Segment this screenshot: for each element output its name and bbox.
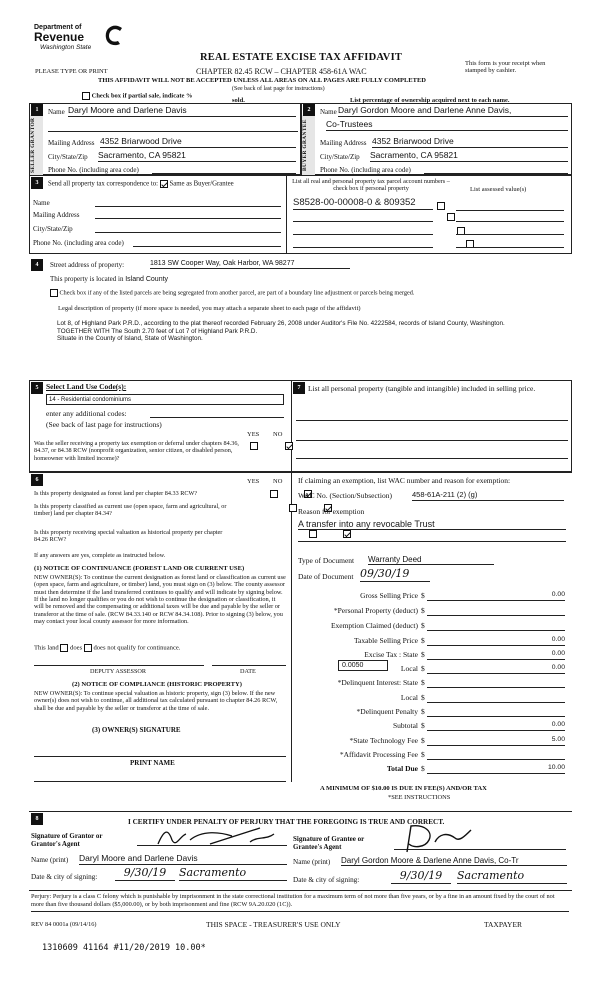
assessed-line-3	[456, 234, 564, 235]
receipt-note	[465, 60, 565, 75]
grantee-name-label: Name (print)	[293, 858, 331, 866]
same-as-buyer-label: Same as Buyer/Grantee	[169, 180, 234, 188]
dollar-sign: $	[421, 678, 425, 687]
amount-row	[296, 765, 568, 777]
ownership-pct-note: List percentage of ownership acquired next to each name.	[350, 97, 510, 104]
section-8-number: 8	[31, 813, 43, 825]
seller-name-field[interactable]	[48, 105, 298, 116]
dollar-sign: $	[421, 707, 425, 716]
grantee-date-field[interactable]	[293, 869, 569, 884]
section-2-number: 2	[303, 104, 315, 116]
sec6-no-header: NO	[273, 478, 283, 485]
section-7-number: 7	[293, 382, 305, 394]
personal-line-2	[296, 440, 568, 441]
amount-row	[296, 607, 568, 619]
logo-dept-line1: Department of	[34, 24, 82, 31]
this-land-label: This land	[34, 644, 59, 652]
amount-label: Gross Selling Price	[360, 591, 418, 600]
form-title: REAL ESTATE EXCISE TAX AFFIDAVIT	[200, 52, 403, 63]
buyer-city-field[interactable]	[320, 150, 570, 161]
assessed-line-2	[456, 221, 564, 222]
corr-phone-value	[133, 238, 281, 247]
section-1-number: 1	[31, 104, 43, 116]
amount-label: Total Due	[386, 764, 418, 773]
segregated-label: Check box if any of the listed parcels are being segregated from another parcel, are part of a boundary line adjustment or parcels being merged.	[59, 289, 415, 297]
doc-type-field[interactable]	[298, 557, 566, 566]
dollar-sign: $	[421, 636, 425, 645]
exemption-question: Was the seller receiving a property tax exemption or deferral under chapters 84.36, 84.37, or 84.38 RCW (nonprofit organization, senior citizen, or disabled person, homeowner with limited income)?	[34, 440, 239, 462]
seller-name-label: Name	[48, 108, 65, 116]
sec5-yes-header: YES	[247, 431, 260, 438]
assessed-header: List assessed value(s)	[470, 186, 527, 193]
personal-property-label: List all personal property (tangible and intangible) included in selling price.	[308, 384, 536, 393]
county-value: Island County	[125, 276, 169, 283]
grantee-name-field[interactable]	[293, 858, 569, 866]
grantee-signature-image[interactable]	[395, 822, 475, 858]
parcel-1-personal-checkbox[interactable]	[437, 202, 445, 210]
section-3-divider	[286, 175, 287, 254]
doc-type-value: Warranty Deed	[368, 555, 494, 565]
parcel-line-3	[293, 234, 433, 235]
amount-label: Local	[400, 693, 418, 702]
buyer-mail-label: Mailing Address	[320, 139, 367, 147]
corr-name-value	[95, 198, 281, 207]
buyer-mail-field[interactable]	[320, 136, 570, 147]
reason-line-2	[298, 541, 566, 542]
corr-name-field[interactable]	[33, 199, 281, 207]
corr-city-field[interactable]	[33, 225, 281, 233]
grantor-date-value: 9/30/19	[115, 867, 175, 881]
amount-label: Exemption Claimed (deduct)	[330, 621, 418, 630]
amount-value[interactable]: 5.00	[427, 736, 565, 746]
amount-label: *Delinquent Interest: State	[337, 678, 418, 687]
grantor-signature-label: Signature of Grantor or Grantor's Agent	[31, 832, 103, 849]
amount-label: *State Technology Fee	[349, 736, 418, 745]
partial-sale-row	[82, 92, 193, 100]
amount-row	[296, 651, 568, 663]
same-as-buyer-checkbox[interactable]	[160, 180, 168, 188]
current-use-question: Is this property classified as current use (open space, farm and agricultural, or timber) land per chapter 84.34?	[34, 503, 227, 518]
grantee-name-value: Daryl Gordon Moore & Darlene Anne Davis, Co-Tr	[341, 856, 567, 866]
amount-value[interactable]: 0.00	[427, 636, 565, 646]
buyer-mail-value: 4352 Briarwood Drive	[372, 137, 568, 148]
buyer-name-label: Name	[320, 108, 337, 116]
notice-compliance-body: NEW OWNER(S): To continue special valuation as historic property, sign (3) below. If the new owner(s) does not wish to continue, all additional tax calculated pursuant to chapter 84.26 RCW, shall be due and payable by the seller or transferor at the time of sale.	[34, 690, 278, 712]
amount-value[interactable]: 0.00	[427, 650, 565, 660]
dollar-sign: $	[421, 736, 425, 745]
deputy-label: DEPUTY ASSESSOR	[90, 668, 146, 675]
amount-row	[296, 737, 568, 749]
sec8-top	[29, 811, 572, 812]
legal-description[interactable]	[57, 320, 527, 343]
dollar-sign: $	[421, 664, 425, 673]
seller-city-value: Sacramento, CA 95821	[98, 151, 296, 162]
grantor-city-value: Sacramento	[179, 867, 287, 881]
seller-name-value: Daryl Moore and Darlene Davis	[68, 106, 296, 117]
dollar-sign: $	[421, 693, 425, 702]
form-chapter: CHAPTER 82.45 RCW – CHAPTER 458-61A WAC	[196, 67, 367, 76]
perjury-statement: Perjury: Perjury is a class C felony which is punishable by imprisonment in the state correctional institution for a maximum term of not more than five years, or by a fine in an amount fixed by the court of not more than five thousand dollars ($5,000.00), or by both imprisonment and fine (RCW 9A.20.020 (1C)).	[31, 893, 569, 912]
historic-yes-checkbox[interactable]	[309, 530, 317, 538]
amount-value[interactable]	[427, 693, 565, 703]
notice-continuance-body: NEW OWNER(S): To continue the current designation as forest land or classification as current use (open space, farm and agriculture, or timber) land, you must sign on (3) below. The county assessor must then determine if the land transferred continues to qualify and will indicate by signing below. If the land no longer qualifies or you do not wish to continue the designation or classification, it will be removed and the compensating or additional taxes will be due and payable by the seller or transferor at the time of sale. (RCW 84.33.140 or RCW 84.34.108). Prior to signing (3) below, you may contact your local county assessor for more information.	[34, 574, 286, 626]
doc-type-label: Type of Document	[298, 556, 355, 565]
dollar-sign: $	[421, 650, 425, 659]
treasurer-note: THIS SPACE - TREASURER'S USE ONLY	[206, 920, 341, 929]
amount-label: *Affidavit Processing Fee	[339, 750, 418, 759]
street-value: 1813 SW Cooper Way, Oak Harbor, WA 98277	[150, 260, 350, 269]
does-checkbox[interactable]	[60, 644, 68, 652]
seller-mail-label: Mailing Address	[48, 139, 95, 147]
seller-city-label: City/State/Zip	[48, 153, 88, 161]
assessed-line-1	[456, 210, 564, 211]
grantee-date-label: Date & city of signing:	[293, 876, 360, 884]
exemption-no-checkbox[interactable]	[285, 442, 293, 450]
wac-value: 458-61A-211 (2) (g)	[412, 491, 564, 501]
amount-value[interactable]	[427, 606, 565, 616]
amount-value[interactable]: 10.00	[427, 764, 565, 774]
amount-row	[296, 751, 568, 763]
buyer-side-label: BUYER GRANTEE	[301, 115, 315, 175]
amount-label: Subtotal	[392, 721, 418, 730]
seller-phone-label: Phone No. (including area code)	[48, 166, 139, 174]
corr-city-label: City/State/Zip	[33, 225, 73, 233]
amount-row	[296, 665, 568, 677]
county-row	[50, 275, 168, 284]
receipt-stamp: 1310609 41164 #11/20/2019 10.00*	[42, 943, 206, 953]
dollar-sign: $	[421, 764, 425, 773]
owner-sig-line	[34, 756, 286, 757]
print-note: PLEASE TYPE OR PRINT	[35, 68, 108, 75]
corr-phone-field[interactable]	[33, 239, 281, 247]
land-use-select[interactable]: 14 - Residential condominiums	[46, 394, 284, 405]
exemption-claim-label: If claiming an exemption, list WAC number and reason for exemption:	[298, 476, 511, 485]
deputy-line	[34, 665, 204, 666]
segregated-row	[50, 289, 570, 297]
section-3-number: 3	[31, 177, 43, 189]
dollar-sign: $	[421, 621, 425, 630]
owner-signature-label: (3) OWNER(S) SIGNATURE	[92, 726, 181, 734]
amount-value[interactable]	[427, 750, 565, 760]
qualify-label: qualify for continuance.	[117, 644, 181, 652]
amount-label: Local	[400, 664, 418, 673]
grantee-date-value: 9/30/19	[391, 870, 451, 884]
does-not-checkbox[interactable]	[84, 644, 92, 652]
grantee-city-value: Sacramento	[457, 870, 567, 884]
notice-compliance-title: (2) NOTICE OF COMPLIANCE (HISTORIC PROPERTY)	[72, 681, 242, 688]
partial-sale-checkbox[interactable]	[82, 92, 90, 100]
print-name-label: PRINT NAME	[130, 759, 175, 767]
legal-line-3: Situate in the County of Island, State of Washington.	[57, 335, 203, 343]
dollar-sign: $	[421, 591, 425, 600]
doc-date-label: Date of Document	[298, 572, 354, 581]
amount-row	[296, 637, 568, 649]
buyer-phone-label: Phone No. (including area code)	[320, 166, 411, 174]
parcel-2-personal-checkbox[interactable]	[447, 213, 455, 221]
wac-field[interactable]	[298, 492, 566, 501]
sold-label: sold.	[232, 97, 245, 104]
send-correspondence	[48, 180, 234, 188]
reason-value[interactable]: A transfer into any revocable Trust	[298, 519, 566, 530]
forest-question: Is this property designated as forest land per chapter 84.33 RCW?	[34, 490, 198, 497]
exemption-yes-checkbox[interactable]	[250, 442, 258, 450]
perjury-top-line	[29, 890, 572, 891]
amount-label: Taxable Selling Price	[353, 636, 418, 645]
historic-no-checkbox[interactable]	[343, 530, 351, 538]
assessed-line-4	[456, 247, 564, 248]
forest-yes-checkbox[interactable]	[270, 490, 278, 498]
amount-row	[296, 679, 568, 691]
form-warning: THIS AFFIDAVIT WILL NOT BE ACCEPTED UNLESS ALL AREAS ON ALL PAGES ARE FULLY COMPLETED	[98, 77, 426, 84]
seller-side-label: SELLER GRANTOR	[29, 115, 43, 175]
logo-swirl-icon	[102, 24, 124, 48]
doc-date-value: 09/30/19	[360, 568, 430, 582]
historic-question: Is this property receiving special valuation as historical property per chapter 84.26 RCW?	[34, 529, 223, 544]
amount-row	[296, 708, 568, 720]
dollar-sign: $	[421, 606, 425, 615]
land-qualify-row	[34, 644, 180, 652]
seller-mail-field[interactable]	[48, 136, 298, 147]
amount-row	[296, 694, 568, 706]
amount-value[interactable]	[427, 707, 565, 717]
grantor-name-label: Name (print)	[31, 856, 69, 864]
amount-row	[296, 592, 568, 604]
sec5-see-back: (See back of last page for instructions)	[46, 420, 162, 429]
logo-dept-line2: Revenue	[34, 30, 85, 44]
additional-codes-field[interactable]	[46, 410, 284, 419]
seller-city-field[interactable]	[48, 150, 298, 161]
parcel-number-1[interactable]: S8528-00-00008-0 & 809352	[293, 198, 433, 210]
amount-value[interactable]	[427, 621, 565, 631]
seller-name-extra-line	[48, 131, 298, 132]
street-field[interactable]	[50, 261, 350, 269]
additional-codes-label: enter any additional codes:	[46, 409, 127, 418]
section-4-number: 4	[31, 259, 43, 271]
buyer-phone-field[interactable]	[320, 166, 570, 174]
corr-mail-field[interactable]	[33, 211, 281, 219]
grantor-date-label: Date & city of signing:	[31, 873, 98, 881]
buyer-name2-value: Co-Trustees	[326, 120, 568, 131]
street-label: Street address of property:	[50, 261, 125, 269]
minimum-due-note: A MINIMUM OF $10.00 IS DUE IN FEE(S) AND/OR TAX	[320, 785, 487, 792]
deputy-date-label: DATE	[240, 668, 256, 675]
dor-logo	[34, 24, 126, 64]
grantor-date-field[interactable]	[31, 866, 287, 881]
personal-line-3	[296, 458, 568, 459]
grantee-signature-label: Signature of Grantee or Grantee's Agent	[293, 835, 365, 852]
amount-value[interactable]: 0.00	[427, 721, 565, 731]
print-name-line	[34, 781, 286, 782]
buyer-phone-value	[424, 165, 568, 174]
receipt-note-text: This form is your receipt when stamped by cashier.	[465, 60, 546, 75]
grantor-name-field[interactable]	[31, 853, 287, 864]
amount-label: *Personal Property (deduct)	[333, 606, 418, 615]
send-correspondence-label: Send all property tax correspondence to:	[48, 180, 159, 188]
does-label: does	[70, 644, 83, 652]
current-use-yes-checkbox[interactable]	[289, 504, 297, 512]
local-rate-box[interactable]: 0.0050	[338, 660, 388, 671]
legal-line-2: TOGETHER WITH The South 2.70 feet of Lot 7 of Highland Park P.R.D.	[57, 327, 258, 335]
county-prefix: This property is located in	[50, 275, 124, 283]
rev-number: REV 84 0001a (09/14/16)	[31, 921, 97, 928]
taxpayer-label: TAXPAYER	[484, 920, 523, 929]
personal-line-1	[296, 420, 568, 421]
partial-sale-label: Check box if partial sale, indicate %	[91, 92, 193, 100]
dollar-sign: $	[421, 721, 425, 730]
certify-statement: I CERTIFY UNDER PENALTY OF PERJURY THAT THE FOREGOING IS TRUE AND CORRECT.	[128, 818, 445, 826]
corr-city-value	[95, 224, 281, 233]
see-back-note: (See back of last page for instructions)	[232, 86, 325, 92]
amount-value[interactable]: 0.00	[427, 664, 565, 674]
amount-value[interactable]: 0.00	[427, 591, 565, 601]
parcel-line-2	[293, 221, 433, 222]
amount-label: Excise Tax : State	[364, 650, 418, 659]
buyer-name-value: Daryl Gordon Moore and Darlene Anne Davis,	[338, 106, 568, 117]
parcel-line-4	[293, 247, 433, 248]
section-6-number: 6	[31, 474, 43, 486]
grantor-name-value: Daryl Moore and Darlene Davis	[79, 854, 287, 865]
parcel-lines	[290, 198, 566, 206]
legal-label: Legal description of property (if more space is needed, you may attach a separate sheet to each page of the affidavit)	[58, 305, 361, 312]
grantor-signature-image[interactable]	[150, 822, 280, 850]
segregated-checkbox[interactable]	[50, 289, 58, 297]
sec5-no-header: NO	[273, 431, 283, 438]
seller-phone-value	[152, 165, 296, 174]
exemption-top-line	[291, 472, 572, 473]
amount-row	[296, 622, 568, 634]
land-use-label: Select Land Use Code(s):	[46, 382, 127, 391]
sec6-yes-header: YES	[247, 478, 260, 485]
corr-mail-value	[95, 210, 281, 219]
see-instructions-note: *SEE INSTRUCTIONS	[388, 794, 451, 801]
additional-codes-value	[150, 409, 284, 418]
reason-label: Reason for exemption	[298, 507, 365, 516]
wac-label: WAC No. (Section/Subsection)	[298, 491, 392, 500]
logo-dept-line3: Washington State	[40, 44, 92, 51]
buyer-city-value: Sacramento, CA 95821	[370, 151, 568, 162]
sec6-instructions: If any answers are yes, complete as instructed below.	[34, 552, 166, 559]
sec5-7-divider	[291, 380, 292, 782]
dollar-sign: $	[421, 750, 425, 759]
parcel-header: List all real and personal property tax parcel account numbers – check box if personal property	[292, 178, 450, 193]
seller-phone-field[interactable]	[48, 166, 298, 174]
corr-phone-label: Phone No. (including area code)	[33, 239, 124, 247]
seller-mail-value: 4352 Briarwood Drive	[100, 137, 296, 148]
amount-label: *Delinquent Penalty	[356, 707, 418, 716]
amount-value[interactable]	[427, 678, 565, 688]
deputy-date-line	[212, 665, 286, 666]
notice-continuance-title: (1) NOTICE OF CONTINUANCE (FOREST LAND OR CURRENT USE)	[34, 565, 245, 572]
doc-date-field[interactable]	[298, 567, 566, 582]
section-5-number: 5	[31, 382, 43, 394]
corr-mail-label: Mailing Address	[33, 211, 80, 219]
amount-row	[296, 722, 568, 734]
does-not-label: does not	[93, 644, 116, 652]
buyer-city-label: City/State/Zip	[320, 153, 360, 161]
corr-name-label: Name	[33, 199, 50, 207]
legal-line-1: Lot 8, of Highland Park P.R.D., according to the plat thereof recorded February 26, 2008 under Auditor's File No. 4222584, records of Island County, Washington.	[57, 320, 505, 327]
buyer-name-field[interactable]	[320, 105, 570, 116]
